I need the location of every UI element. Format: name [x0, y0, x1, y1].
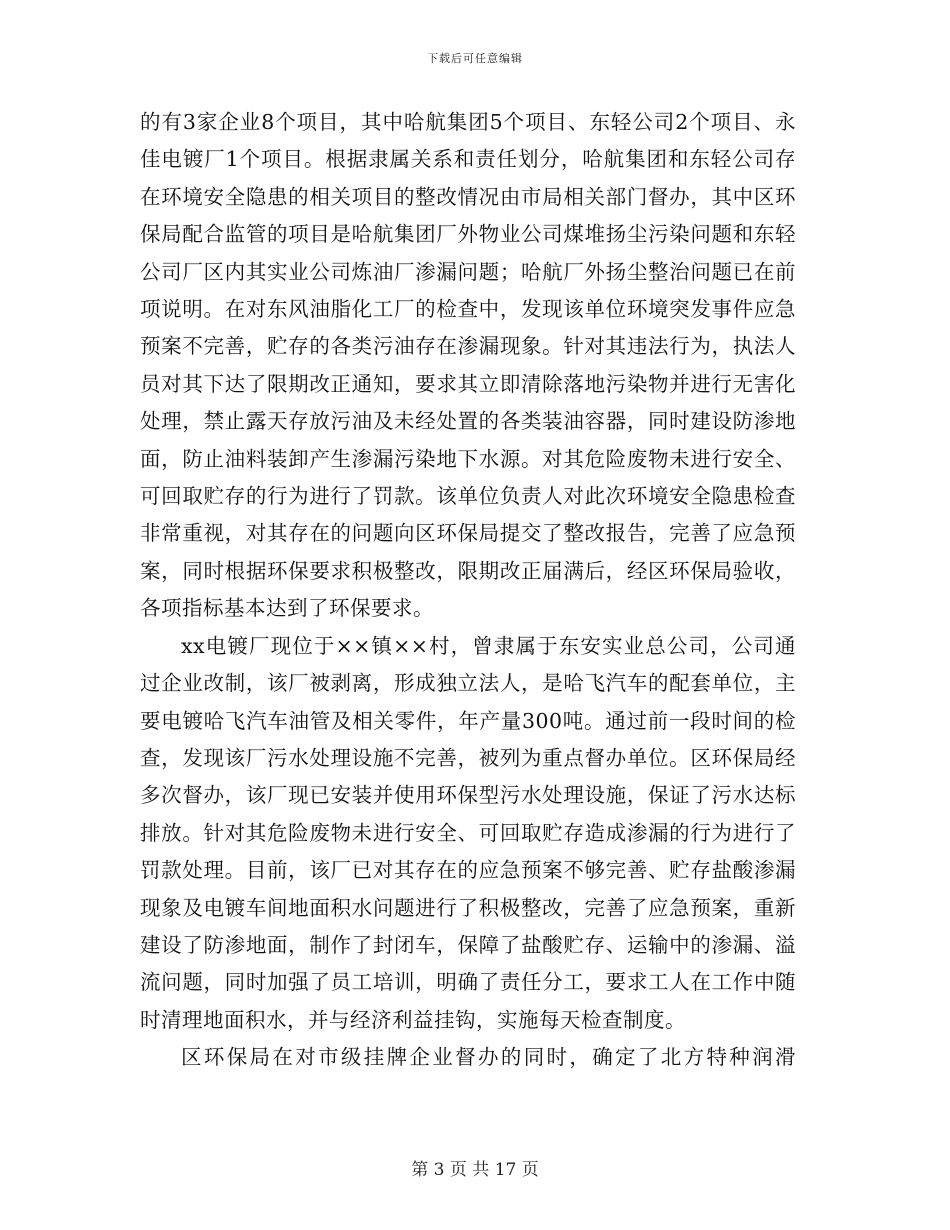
document-body [140, 104, 796, 1077]
paragraph-2: xx电镀厂现位于××镇××村，曾隶属于东安实业总公司，公司通过企业改制，该厂被剥离，形成独立法人，是哈飞汽车的配套单位，主要电镀哈飞汽车油管及相关零件，年产量300吨。通过前一段时间的检查，发现该厂污水处理设施不完善，被列为重点督办单位。区环保局经多次督办，该厂现已安装并使用环保型污水处理设施，保证了污水达标排放。针对其危险废物未进行安全、可回取贮存造成渗漏的行为进行了罚款处理。目前，该厂已对其存在的应急预案不够完善、贮存盐酸渗漏现象及电镀车间地面积水问题进行了积极整改，完善了应急预案，重新建设了防渗地面，制作了封闭车，保障了盐酸贮存、运输中的渗漏、溢流问题，同时加强了员工培训，明确了责任分工，要求工人在工作中随时清理地面积水，并与经济利益挂钩，实施每天检查制度。 [140, 633, 796, 1032]
paragraph-3: 区环保局在对市级挂牌企业督办的同时，确定了北方特种润滑 [181, 1045, 796, 1070]
page-number-footer: 第 3 页 共 17 页 [411, 1160, 539, 1180]
paragraph-1: 的有3家企业8个项目，其中哈航集团5个项目、东轻公司2个项目、永佳电镀厂1个项目。根据隶属关系和责任划分，哈航集团和东轻公司存在环境安全隐患的相关项目的整改情况由市局相关部门督办，其中区环保局配合监管的项目是哈航集团厂外物业公司煤堆扬尘污染问题和东轻公司厂区内其实业公司炼油厂渗漏问题；哈航厂外扬尘整治问题已在前项说明。在对东风油脂化工厂的检查中，发现该单位环境突发事件应急预案不完善，贮存的各类污油存在渗漏现象。针对其违法行为，执法人员对其下达了限期改正通知，要求其立即清除落地污染物并进行无害化处理，禁止露天存放污油及未经处置的各类装油容器，同时建设防渗地面，防止油料装卸产生渗漏污染地下水源。对其危险废物未进行安全、可回取贮存的行为进行了罚款。该单位负责人对此次环境安全隐患检查非常重视，对其存在的问题向区环保局提交了整改报告，完善了应急预案，同时根据环保要求积极整改，限期改正届满后，经区环保局验收，各项指标基本达到了环保要求。 [140, 110, 796, 621]
page-header: 下载后可任意编辑 [427, 52, 523, 65]
